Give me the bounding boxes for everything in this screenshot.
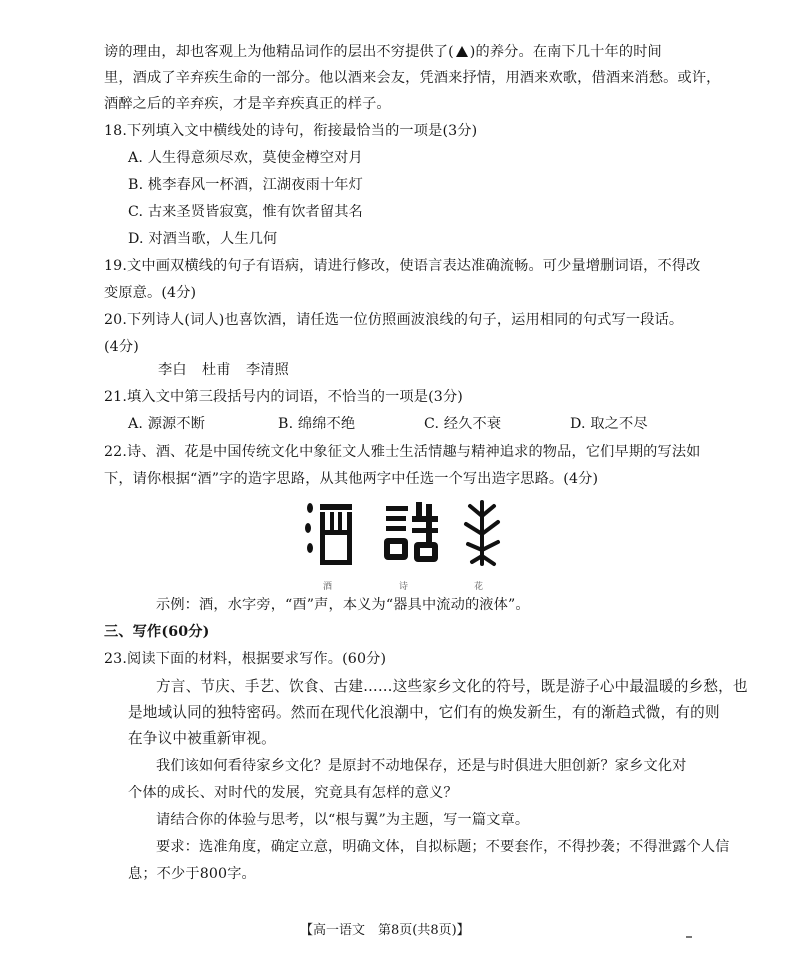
q19-line-1: 19.文中画双横线的句子有语病，请进行修改，使语言表达准确流畅。可少量增删词语，不得改: [104, 258, 701, 274]
q20-poet-2: 杜甫: [202, 362, 231, 378]
q19-line-2: 变原意。(4分): [104, 285, 197, 301]
ancient-jiu-glyph-icon: [300, 498, 360, 570]
q22-example: 示例：酒，水字旁，“酉”声，本义为“器具中流动的液体”。: [156, 597, 530, 613]
q18-option-d: D. 对酒当歌，人生几何: [128, 231, 278, 247]
q21-stem: 21.填入文中第三段括号内的词语，不恰当的一项是(3分): [104, 389, 463, 405]
q23-material-line-3: 在争议中被重新审视。: [128, 730, 276, 747]
q23-material-line-2: 是地域认同的独特密码。然而在现代化浪潮中，它们有的焕发新生，有的渐趋式微，有的则: [128, 704, 720, 721]
glyph-caption-hua: 花: [474, 582, 484, 592]
passage-line-1-text-a: 谤的理由，却也客观上为他精品词作的层出不穷提供了(: [104, 44, 454, 60]
q20-poet-3: 李清照: [246, 362, 290, 378]
q22-line-1: 22.诗、酒、花是中国传统文化中象征文人雅士生活情趣与精神追求的物品，它们早期的写法如: [104, 444, 701, 460]
q20-poet-1: 李白: [158, 362, 187, 378]
q21-option-b: B. 绵绵不绝: [278, 416, 356, 432]
corner-mark: [686, 936, 692, 938]
ancient-shi-glyph-icon: [382, 498, 442, 570]
passage-line-1: [104, 45, 662, 59]
q21-option-c: C. 经久不衰: [424, 416, 502, 432]
q18-option-c: C. 古来圣贤皆寂寞，惟有饮者留其名: [128, 204, 363, 220]
section-3-title: 三、写作(60分): [104, 624, 210, 640]
passage-line-3: 酒醉之后的辛弃疾，才是辛弃疾真正的样子。: [104, 96, 391, 112]
q18-stem: 18.下列填入文中横线处的诗句，衔接最恰当的一项是(3分): [104, 123, 478, 139]
glyph-caption-shi: 诗: [399, 582, 409, 592]
q23-prompt: 请结合你的体验与思考，以“根与翼”为主题，写一篇文章。: [156, 812, 530, 828]
q18-option-a: A. 人生得意须尽欢，莫使金樽空对月: [128, 150, 363, 166]
passage-line-1-text-b: )的养分。在南下几十年的时间: [469, 44, 662, 60]
q20-line-2: (4分): [104, 339, 139, 355]
q22-line-2: 下，请你根据“酒”字的造字思路，从其他两字中任选一个写出造字思路。(4分): [104, 471, 599, 487]
q23-requirements-line-2: 息；不少于800字。: [128, 866, 256, 882]
q18-option-b: B. 桃李春风一杯酒，江湖夜雨十年灯: [128, 177, 363, 193]
ancient-hua-glyph-icon: [460, 498, 504, 570]
q20-line-1: 20.下列诗人(词人)也喜饮酒，请任选一位仿照画波浪线的句子，运用相同的句式写一段话。: [104, 312, 684, 328]
passage-line-2: 里，酒成了辛弃疾生命的一部分。他以酒来会友，凭酒来抒情，用酒来欢歌，借酒来消愁。或许，: [104, 70, 721, 86]
glyph-caption-jiu: 酒: [323, 582, 333, 592]
q23-question-line-1: 我们该如何看待家乡文化？是原封不动地保存，还是与时俱进大胆创新？家乡文化对: [156, 758, 687, 774]
q23-material-line-1: 方言、节庆、手艺、饮食、古建……这些家乡文化的符号，既是游子心中最温暖的乡愁，也: [156, 678, 748, 695]
blank-triangle-icon: [456, 46, 468, 57]
q23-stem: 23.阅读下面的材料，根据要求写作。(60分): [104, 651, 387, 667]
q21-option-d: D. 取之不尽: [570, 416, 648, 432]
q23-requirements-line-1: 要求：选准角度，确定立意，明确文体，自拟标题；不要套作，不得抄袭；不得泄露个人信: [156, 839, 730, 855]
page-footer: 【高一语文 第8页(共8页)】: [300, 923, 470, 938]
q21-option-a: A. 源源不断: [128, 416, 206, 432]
q23-question-line-2: 个体的成长、对时代的发展，究竟具有怎样的意义？: [128, 785, 458, 801]
